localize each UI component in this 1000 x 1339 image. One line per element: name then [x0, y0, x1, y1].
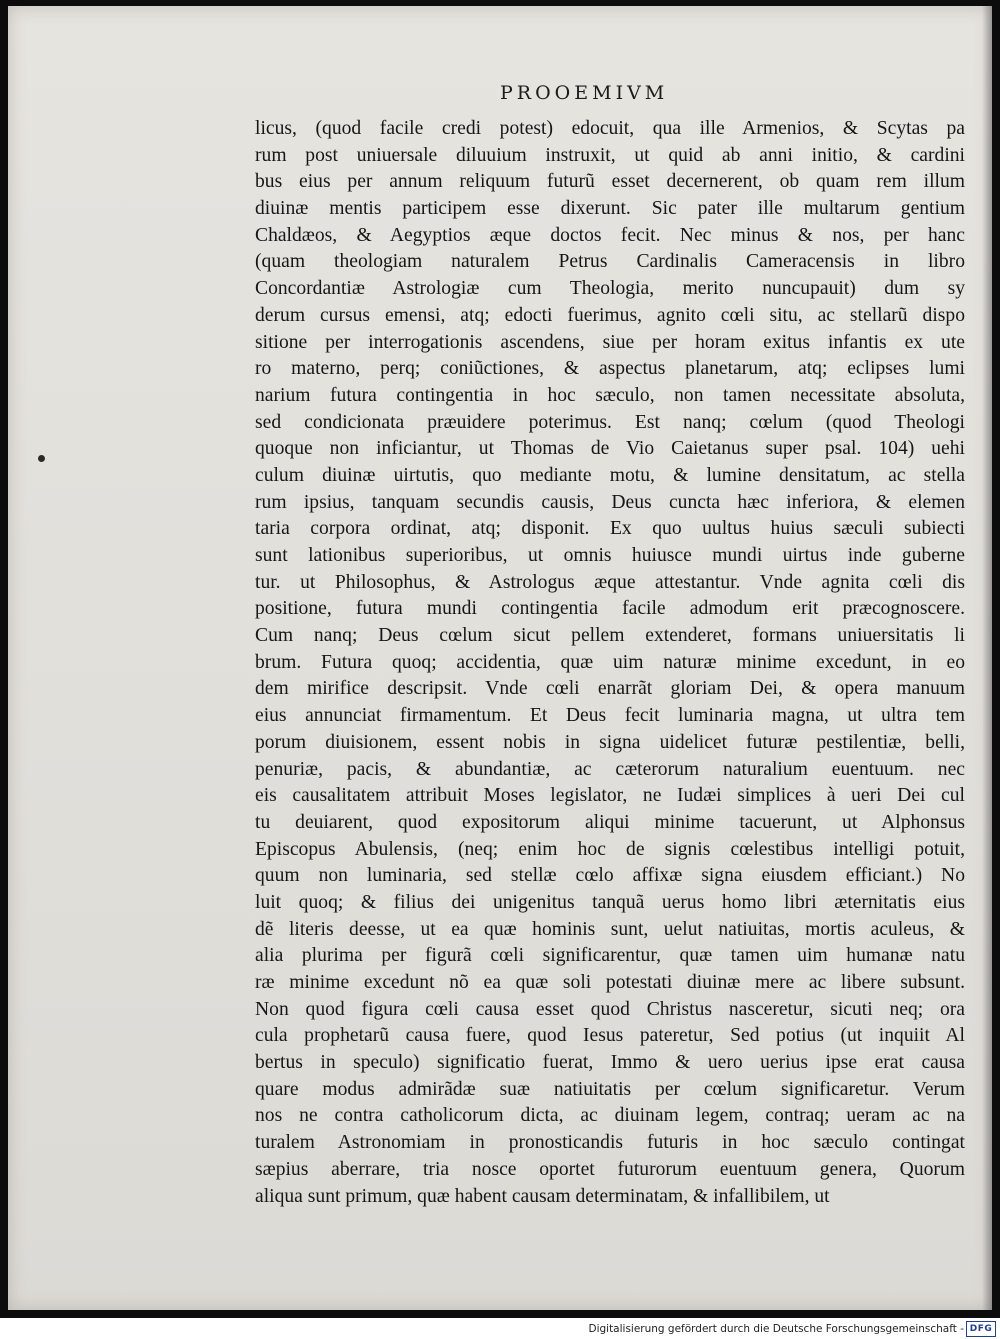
text-line: positione, futura mundi contingentia facile admodum erit præcognoscere. — [255, 598, 965, 620]
text-line: (quam theologiam naturalem Petrus Cardinalis Cameracensis in libro — [255, 251, 965, 273]
text-line: Concordantiæ Astrologiæ cum Theologia, merito nuncupauit) dum sy — [255, 278, 965, 300]
text-line: dem mirifice descripsit. Vnde cœli enarrãt gloriam Dei, & opera manuum — [255, 678, 965, 700]
text-line: taria corpora ordinat, atq; disponit. Ex quo uultus huius sæculi subiecti — [255, 518, 965, 540]
digitization-credit: Digitalisierung gefördert durch die Deutsche Forschungsgemeinschaft - — [588, 1323, 964, 1335]
text-line: turalem Astronomiam in pronosticandis futuris in hoc sæculo contingat — [255, 1132, 965, 1154]
body-text — [255, 116, 965, 1210]
page-edge-shadow — [982, 6, 992, 1310]
text-line: tur. ut Philosophus, & Astrologus æque attestantur. Vnde agnita cœli dis — [255, 571, 965, 593]
text-line: bus eius per annum reliquum futurũ esset decernerent, ob quam rem illum — [255, 171, 965, 193]
ink-spot — [38, 455, 45, 462]
text-line: quare modus admirãdæ suæ natiuitatis per cœlum significaretur. Verum — [255, 1078, 965, 1100]
text-line: quoque non inficiantur, ut Thomas de Vio Caietanus super psal. 104) uehi — [255, 438, 965, 460]
text-line: licus, (quod facile credi potest) edocuit, qua ille Armenios, & Scytas pa — [255, 118, 965, 139]
text-line: sunt lationibus superioribus, ut omnis huiusce mundi uirtus inde guberne — [255, 545, 965, 566]
text-line: nos ne contra catholicorum dicta, ac diuinam legem, contraq; ueram ac na — [255, 1105, 965, 1127]
text-line: narium futura contingentia in hoc sæculo, non tamen necessitate absoluta, — [255, 384, 965, 406]
text-line: cula prophetarũ causa fuere, quod Iesus pateretur, Sed potius (ut inquiit Al — [255, 1025, 965, 1047]
text-line: culum diuinæ uirtutis, quo mediante motu, & lumine densitatum, ac stella — [255, 464, 965, 486]
text-line: bertus in speculo) significatio fuerat, Immo & uero uerius ipse erat causa — [255, 1052, 965, 1074]
text-line: sitione per interrogationis ascendens, siue per horam exitus infantis ex ute — [255, 331, 965, 353]
text-line: brum. Futura quoq; accidentia, quæ uim naturæ minime excedunt, in eo — [255, 651, 965, 673]
text-line: ræ minime excedunt nõ ea quæ soli potestati diuinæ mere ac libere subsunt. — [255, 972, 965, 993]
text-line: aliqua sunt primum, quæ habent causam determinatam, & infallibilem, ut — [255, 1185, 830, 1207]
text-line: derum cursus emensi, atq; edocti fuerimus, agnito cœli situ, ac stellarũ dispo — [255, 304, 965, 326]
text-line: dẽ literis deesse, ut ea quæ hominis sunt, uelut natiuitas, mortis aculeus, & — [255, 918, 965, 940]
dfg-logo: DFG — [966, 1321, 996, 1337]
text-line: penuriæ, pacis, & abundantiæ, ac cæterorum naturalium euentuum. nec — [255, 758, 965, 780]
text-line: rum ipsius, tanquam secundis causis, Deus cuncta hæc inferiora, & elemen — [255, 491, 965, 513]
text-line: Episcopus Abulensis, (neq; enim hoc de signis cœlestibus intelligi potuit, — [255, 838, 965, 860]
text-line: Chaldæos, & Aegyptios æque doctos fecit. Nec minus & nos, per hanc — [255, 224, 965, 246]
text-line: eius annunciat firmamentum. Et Deus fecit luminaria magna, ut ultra tem — [255, 705, 965, 727]
text-line: rum post uniuersale diluuium instruxit, ut quid ab anni initio, & cardini — [255, 144, 965, 166]
text-line: eis causalitatem attribuit Moses legislator, ne Iudæi simplices à ueri Dei cul — [255, 785, 965, 807]
text-line: quum non luminaria, sed stellæ cœlo affixæ signa eiusdem efficiant.) No — [255, 865, 965, 887]
text-line: Non quod figura cœli causa esset quod Christus nasceretur, sicuti neq; ora — [255, 998, 965, 1020]
text-line: sæpius aberrare, tria nosce oportet futurorum euentuum genera, Quorum — [255, 1158, 965, 1180]
text-line: alia plurima per figurã cœli significarentur, quæ tamen uim humanæ natu — [255, 945, 965, 967]
text-line: porum diuisionem, essent nobis in signa uidelicet futuræ pestilentiæ, belli, — [255, 731, 965, 753]
running-head: PROOEMIVM — [500, 82, 669, 104]
text-line: diuinæ mentis participem esse dixerunt. Sic pater ille multarum gentium — [255, 198, 965, 220]
text-line: ro materno, perq; coniũctiones, & aspectus planetarum, atq; eclipses lumi — [255, 358, 965, 380]
text-line: Cum nanq; Deus cœlum sicut pellem extenderet, formans uniuersitatis li — [255, 625, 965, 647]
text-line: tu deuiarent, quod expositorum aliqui minime tacuerunt, ut Alphonsus — [255, 811, 965, 833]
text-line: luit quoq; & filius dei unigenitus tanquã uerus homo libri æternitatis eius — [255, 891, 965, 913]
text-line: sed condicionata præuidere poterimus. Est nanq; cœlum (quod Theologi — [255, 411, 965, 433]
